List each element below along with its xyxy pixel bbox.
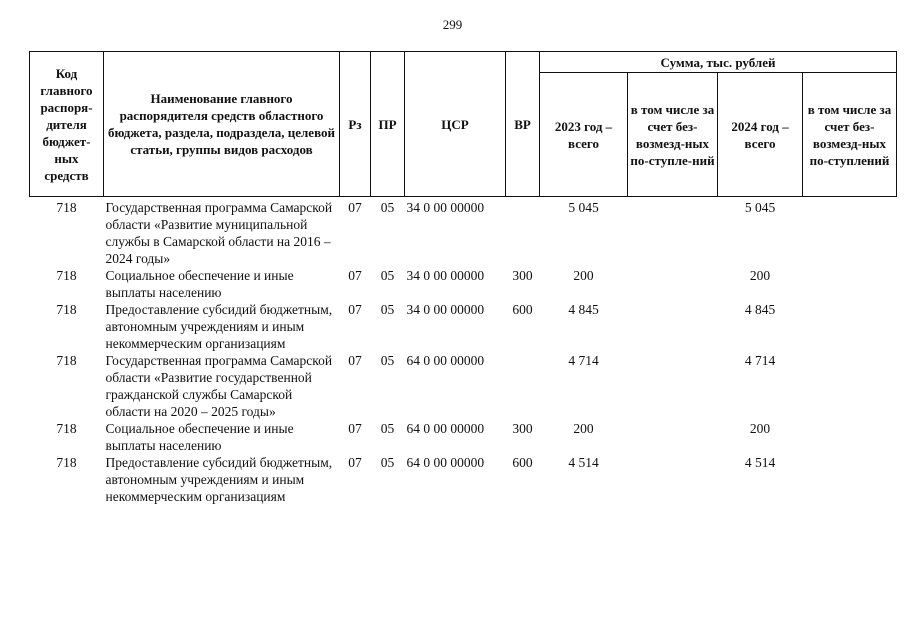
cell-name: Социальное обеспечение и иные выплаты населению [105,268,294,300]
cell-vr [506,197,540,268]
cell-rz: 07 [348,421,362,436]
cell-2023-free [628,197,718,268]
cell-code: 718 [56,421,77,436]
header-2024-free: в том числе за счет без-возмезд-ных по-ступлений [803,73,897,197]
header-2023-free: в том числе за счет без-возмезд-ных по-ступле-ний [628,73,718,197]
table-row [30,301,897,352]
cell-2024-total: 4 514 [744,455,776,470]
header-rz: Рз [340,52,371,197]
header-name: Наименование главного распорядителя средств областного бюджета, раздела, подраздела, целевой статьи, группы видов расходов [104,52,340,197]
cell-pr: 05 [380,200,395,215]
cell-pr: 05 [380,455,395,470]
budget-table [29,51,897,505]
cell-2023-total: 200 [573,421,594,436]
table-row [30,267,897,301]
cell-pr: 05 [380,353,395,368]
cell-rz: 07 [348,268,362,283]
header-sum-group: Сумма, тыс. рублей [540,52,897,73]
cell-pr: 05 [380,302,395,317]
cell-rz: 07 [348,455,362,470]
cell-rz: 07 [348,200,362,215]
cell-code: 718 [56,302,77,317]
cell-rz: 07 [348,353,362,368]
cell-vr: 300 [512,421,533,436]
header-2024-total: 2024 год – всего [718,73,803,197]
page-number: 299 [442,17,463,32]
cell-vr: 300 [512,268,533,283]
cell-2024-free [803,454,897,505]
cell-code: 718 [56,268,77,283]
cell-2024-free [803,267,897,301]
cell-2023-free [628,352,718,420]
cell-name: Предоставление субсидий бюджетным, автономным учреждениям и иным некоммерческим организациям [105,302,333,351]
cell-2024-total: 5 045 [744,200,776,215]
cell-2023-total: 5 045 [568,200,599,215]
cell-2023-total: 4 514 [568,455,599,470]
table-row [30,420,897,454]
cell-code: 718 [56,455,77,470]
cell-name: Государственная программа Самарской области «Развитие государственной гражданской службы Самарской области на 2020 – 2025 годы» [105,353,333,419]
cell-2023-free [628,420,718,454]
cell-csr: 34 0 00 00000 [406,268,485,283]
cell-pr: 05 [380,268,395,283]
cell-csr: 64 0 00 00000 [406,421,485,436]
header-vr: ВР [506,52,540,197]
cell-2024-total: 200 [749,421,771,436]
cell-rz: 07 [348,302,362,317]
cell-2024-total: 4 845 [744,302,776,317]
cell-name: Предоставление субсидий бюджетным, автономным учреждениям и иным некоммерческим организациям [105,455,333,504]
header-csr: ЦСР [405,52,506,197]
cell-csr: 34 0 00 00000 [406,302,485,317]
header-pr: ПР [371,52,405,197]
cell-name: Государственная программа Самарской области «Развитие муниципальной службы в Самарской области на 2016 – 2024 годы» [105,200,333,266]
cell-2023-total: 200 [573,268,594,283]
table-header [30,52,897,197]
table-row [30,352,897,420]
cell-csr: 64 0 00 00000 [406,455,485,470]
cell-2024-free [803,301,897,352]
header-code: Код главного распоря-дителя бюджет-ных средств [30,52,104,197]
table-row [30,197,897,268]
cell-2024-free [803,420,897,454]
cell-2023-total: 4 845 [568,302,599,317]
table-body [30,197,897,506]
header-2023-total: 2023 год – всего [540,73,628,197]
cell-2024-free [803,197,897,268]
cell-vr: 600 [512,302,533,317]
cell-2024-total: 4 714 [744,353,776,368]
cell-vr [506,352,540,420]
cell-2024-free [803,352,897,420]
cell-vr: 600 [512,455,533,470]
table-row [30,454,897,505]
cell-code: 718 [56,200,77,215]
cell-2023-free [628,301,718,352]
cell-2023-total: 4 714 [568,353,599,368]
cell-name: Социальное обеспечение и иные выплаты населению [105,421,294,453]
cell-pr: 05 [380,421,395,436]
cell-2023-free [628,267,718,301]
cell-2023-free [628,454,718,505]
cell-code: 718 [56,353,77,368]
cell-csr: 34 0 00 00000 [406,200,485,215]
cell-2024-total: 200 [749,268,771,283]
cell-csr: 64 0 00 00000 [406,353,485,368]
